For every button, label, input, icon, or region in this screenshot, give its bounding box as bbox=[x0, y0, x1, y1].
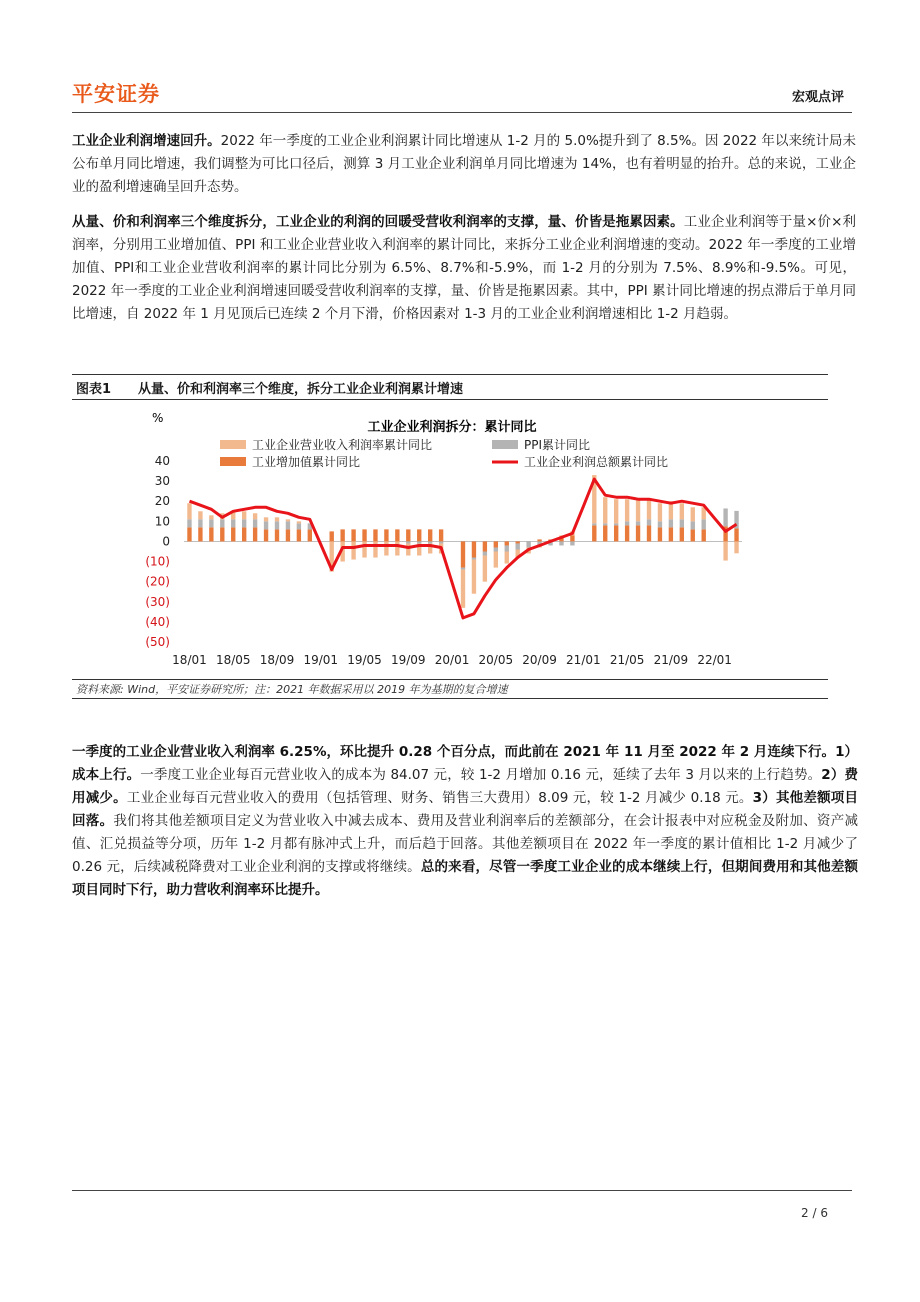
bar-segment bbox=[494, 547, 498, 551]
bar-segment bbox=[395, 541, 399, 555]
bar-segment bbox=[505, 552, 509, 564]
bar-segment bbox=[297, 529, 301, 541]
bar-segment bbox=[461, 541, 465, 567]
paragraph-decomposition bbox=[72, 211, 856, 326]
x-tick-label: 19/09 bbox=[390, 653, 426, 667]
y-tick-label: 0 bbox=[162, 534, 170, 549]
y-tick-label: (50) bbox=[145, 635, 170, 649]
paragraph-profit-margin bbox=[72, 741, 858, 902]
bar-segment bbox=[330, 531, 334, 541]
figure-label: 图表1 bbox=[76, 382, 112, 397]
page-number: 2 / 6 bbox=[801, 1206, 828, 1220]
bar-segment bbox=[220, 519, 224, 527]
x-tick-label: 21/09 bbox=[653, 653, 689, 667]
bar-segment bbox=[231, 527, 235, 541]
bar-segment bbox=[297, 523, 301, 529]
x-tick-label: 20/01 bbox=[434, 653, 470, 667]
bar-segment bbox=[209, 515, 213, 519]
y-tick-label: (10) bbox=[145, 554, 170, 569]
paragraph-body: 2022 年一季度的工业企业利润累计同比增速从 1-2 月的 5.0%提升到了 8.5%。因 2022 年以来统计局未公布单月同比增速，我们调整为可比口径后，测算 3 月工业企业利润单月同比增速为 14%，也有着明显的抬升。总的来说，工业企业的盈利增速确呈回升态势。 bbox=[72, 133, 857, 195]
bar-segment bbox=[417, 529, 421, 541]
bar-segment bbox=[723, 508, 727, 526]
bar-segment bbox=[625, 521, 629, 525]
bar-segment bbox=[264, 529, 268, 541]
bar-segment bbox=[734, 541, 738, 553]
company-logo: 平安证券 bbox=[72, 82, 160, 106]
bar-segment bbox=[308, 529, 312, 541]
bar-segment bbox=[209, 519, 213, 527]
report-type: 宏观点评 bbox=[791, 90, 844, 105]
paragraph-lead: 从量、价和利润率三个维度拆分，工业企业的利润的回暖受营收利润率的支撑，量、价皆是拖累因素。 bbox=[72, 214, 684, 230]
bar-segment bbox=[636, 521, 640, 525]
x-tick-label: 19/01 bbox=[303, 653, 339, 667]
bar-segment bbox=[702, 519, 706, 529]
bar-segment bbox=[187, 503, 191, 519]
bar-segment bbox=[658, 503, 662, 521]
bar-segment bbox=[516, 543, 520, 549]
bar-segment bbox=[275, 521, 279, 529]
bar-segment bbox=[461, 570, 465, 608]
bar-segment bbox=[395, 529, 399, 541]
bar-segment bbox=[417, 541, 421, 543]
bar-segment bbox=[198, 527, 202, 541]
bar-segment bbox=[723, 541, 727, 560]
bar-segment bbox=[603, 525, 607, 541]
bar-segment bbox=[406, 541, 410, 543]
bar-segment bbox=[494, 552, 498, 568]
y-tick-label: (40) bbox=[145, 614, 170, 629]
bar-segment bbox=[275, 517, 279, 521]
legend-label: PPI累计同比 bbox=[524, 438, 591, 452]
bar-segment bbox=[362, 529, 366, 541]
bar-segment bbox=[669, 519, 673, 527]
bar-segment bbox=[461, 568, 465, 570]
bar-segment bbox=[636, 499, 640, 521]
x-tick-label: 21/01 bbox=[566, 653, 601, 667]
bar-segment bbox=[691, 521, 695, 529]
bar-segment bbox=[253, 519, 257, 527]
bar-segment bbox=[636, 525, 640, 541]
bar-segment bbox=[472, 558, 476, 560]
bar-segment bbox=[702, 529, 706, 541]
bar-segment bbox=[537, 539, 541, 541]
y-tick-label: 20 bbox=[154, 494, 170, 509]
bar-segment bbox=[340, 529, 344, 541]
bar-segment bbox=[625, 525, 629, 541]
bar-segment bbox=[614, 525, 618, 541]
figure-title: 从量、价和利润率三个维度，拆分工业企业利润累计增速 bbox=[138, 382, 464, 397]
bar-segment bbox=[384, 529, 388, 541]
x-tick-label: 21/05 bbox=[609, 653, 645, 667]
paragraph-body: 一季度工业企业每百元营业收入的成本为 84.07 元，较 1-2 月增加 0.16 元，延续了去年 3 月以来的上行趋势。 bbox=[140, 767, 822, 783]
legend-label: 工业企业利润总额累计同比 bbox=[524, 455, 669, 469]
figure-source-bar bbox=[72, 679, 828, 699]
bar-segment bbox=[658, 527, 662, 541]
paragraph-profit-growth bbox=[72, 130, 856, 199]
bar-segment bbox=[680, 503, 684, 519]
bar-segment bbox=[483, 552, 487, 556]
x-tick-label: 18/05 bbox=[215, 653, 251, 667]
bar-segment bbox=[526, 541, 530, 547]
bar-segment bbox=[505, 541, 509, 545]
bar-segment bbox=[439, 529, 443, 541]
bar-segment bbox=[603, 497, 607, 523]
bar-segment bbox=[592, 523, 596, 525]
legend-swatch-bar bbox=[220, 457, 246, 466]
bar-segment bbox=[406, 529, 410, 541]
x-tick-label: 19/05 bbox=[347, 653, 382, 667]
bar-segment bbox=[209, 527, 213, 541]
bar-segment bbox=[472, 560, 476, 594]
bar-segment bbox=[242, 519, 246, 527]
bar-segment bbox=[253, 513, 257, 519]
bar-segment bbox=[286, 519, 290, 521]
paragraph-lead: 工业企业利润增速回升。 bbox=[72, 133, 221, 149]
figure-title-bar bbox=[72, 374, 828, 400]
bar-segment bbox=[242, 511, 246, 519]
bar-segment bbox=[570, 535, 574, 541]
bar-segment bbox=[691, 529, 695, 541]
bar-segment bbox=[275, 529, 279, 541]
bar-segment bbox=[220, 527, 224, 541]
bar-segment bbox=[428, 529, 432, 541]
paragraph-body: 工业企业每百元营业收入的费用（包括管理、财务、销售三大费用）8.09 元，较 1-2 月减少 0.18 元。 bbox=[126, 790, 753, 806]
x-tick-label: 18/01 bbox=[172, 653, 207, 667]
x-tick-label: 18/09 bbox=[259, 653, 295, 667]
bar-segment bbox=[253, 527, 257, 541]
bar-segment bbox=[198, 519, 202, 527]
bar-segment bbox=[647, 499, 651, 519]
bar-segment bbox=[658, 521, 662, 527]
paragraph-body: 我们将其他差额项目定义为营业收入中减去成本、费用及营业利润率后的差额部分，在会计报表中对应税金及附加、资产减值、汇兑损益等分项，历年 1-2 月都有脉冲式上升，而后趋于回落。其他差额项目在 2022 年一季度的累计值相比 1-2 月减少了 0.26 元，后续减税降费对工业企业利润的支撑或将继续。 bbox=[72, 813, 859, 875]
paragraph-body: 工业企业利润等于量×价×利润率，分别用工业增加值、PPI 和工业企业营业收入利润率的累计同比，来拆分工业企业利润增速的变动。2022 年一季度的工业增加值、PPI和工业企业营收利润率的累计同比分别为 6.5%、8.7%和-5.9%，而 1-2 月的分别为 7.5%、8.9%和-9.5%。可见，2022 年一季度的工业企业利润增速回暖受营收利润率的支撑，量、价皆是拖累因素。其中，PPI 累计同比增速的拐点滞后于单月同比增速，自 2022 年 1 月见顶后已连续 2 个月下滑，价格因素对 1-3 月的工业企业利润增速相比 1-2 月趋弱。 bbox=[72, 214, 857, 322]
bar-segment bbox=[483, 541, 487, 551]
bar-segment bbox=[428, 541, 432, 543]
y-tick-label: 40 bbox=[154, 454, 170, 468]
bar-segment bbox=[472, 541, 476, 557]
bar-segment bbox=[187, 527, 191, 541]
profit-decomposition-chart bbox=[72, 400, 828, 678]
bar-segment bbox=[647, 525, 651, 541]
chart-legend bbox=[220, 437, 668, 469]
legend-swatch-bar bbox=[220, 440, 246, 449]
bar-segment bbox=[516, 541, 520, 543]
bar-segment bbox=[439, 541, 443, 543]
paragraph-point-expense: 2）费用减少。 bbox=[72, 767, 858, 806]
legend-label: 工业企业营业收入利润率累计同比 bbox=[252, 438, 433, 452]
bar-segment bbox=[669, 527, 673, 541]
legend-label: 工业增加值累计同比 bbox=[252, 455, 361, 469]
bar-segment bbox=[286, 521, 290, 529]
bar-segment bbox=[198, 511, 202, 519]
bar-segment bbox=[384, 541, 388, 555]
bar-segment bbox=[625, 499, 629, 521]
bar-segment bbox=[494, 541, 498, 547]
bar-segment bbox=[647, 519, 651, 525]
legend-swatch-bar bbox=[492, 440, 518, 449]
x-tick-label: 20/09 bbox=[522, 653, 557, 667]
bar-segment bbox=[373, 541, 377, 557]
bar-segment bbox=[351, 529, 355, 541]
footer-divider bbox=[72, 1190, 852, 1191]
bar-segment bbox=[373, 529, 377, 541]
page-header bbox=[72, 74, 852, 114]
bar-segment bbox=[570, 541, 574, 545]
bar-segment bbox=[734, 528, 738, 541]
bar-segment bbox=[505, 545, 509, 551]
bar-segment bbox=[614, 499, 618, 523]
paragraph-conclusion: 总的来看，尽管一季度工业企业的成本继续上行，但期间费用和其他差额项目同时下行，助力营收利润率环比提升。 bbox=[72, 859, 858, 898]
bar-segment bbox=[264, 517, 268, 521]
y-tick-label: (30) bbox=[145, 594, 170, 609]
bar-segment bbox=[406, 543, 410, 555]
paragraph-lead: 一季度的工业企业营业收入利润率 6.25%，环比提升 0.28 个百分点，而此前在 2021 年 11 月至 2022 年 2 月连续下行。1）成本上行。 bbox=[72, 744, 858, 783]
bar-segment bbox=[592, 525, 596, 541]
bar-segment bbox=[559, 541, 563, 545]
x-tick-label: 20/05 bbox=[478, 653, 514, 667]
x-tick-label: 22/01 bbox=[697, 653, 732, 667]
bar-segment bbox=[286, 529, 290, 541]
bar-segment bbox=[680, 527, 684, 541]
bar-segment bbox=[362, 541, 366, 557]
y-tick-label: 30 bbox=[154, 474, 170, 489]
bar-segment bbox=[351, 541, 355, 559]
bar-segment bbox=[483, 556, 487, 582]
bar-segment bbox=[242, 527, 246, 541]
figure-source: 资料来源: Wind，平安证券研究所；注：2021 年数据采用以 2019 年为基期的复合增速 bbox=[76, 683, 508, 696]
bar-segment bbox=[297, 521, 301, 523]
bar-segment bbox=[187, 519, 191, 527]
bar-segment bbox=[680, 519, 684, 527]
chart-title: 工业企业利润拆分：累计同比 bbox=[367, 420, 537, 435]
bar-segment bbox=[264, 521, 268, 529]
y-tick-label: 10 bbox=[154, 514, 170, 529]
paragraph-point-other: 3）其他差额项目回落。 bbox=[72, 790, 859, 829]
bar-segment bbox=[691, 507, 695, 521]
bar-segment bbox=[603, 523, 607, 525]
bar-segment bbox=[614, 523, 618, 525]
y-unit-label: % bbox=[152, 411, 164, 425]
y-tick-label: (20) bbox=[145, 574, 170, 589]
header-divider bbox=[72, 112, 852, 113]
bar-segment bbox=[231, 519, 235, 527]
